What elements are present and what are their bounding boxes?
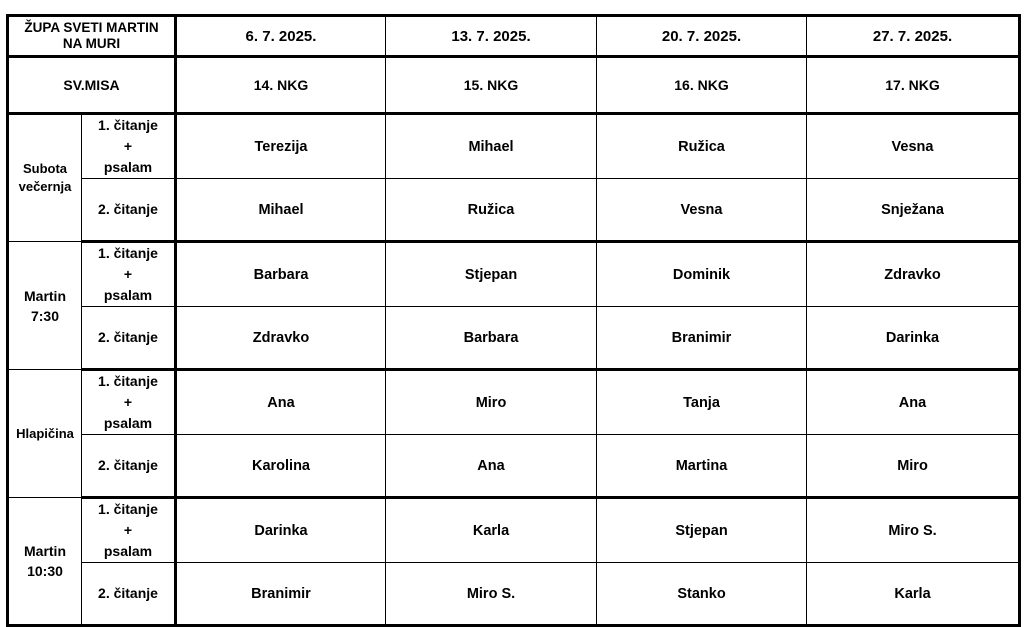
first-reading-line1: 1. čitanje <box>98 501 158 517</box>
week-label: 14. NKG <box>176 57 386 114</box>
first-reading-label <box>82 370 176 435</box>
reader-name: Miro <box>807 435 1020 498</box>
reader-name: Ružica <box>597 114 807 179</box>
reader-name: Darinka <box>176 498 386 563</box>
mass-group-label <box>8 498 82 626</box>
first-reading-line2: + <box>123 266 133 282</box>
first-reading-line1: 1. čitanje <box>98 373 158 389</box>
first-reading-line3: psalam <box>103 543 153 559</box>
first-reading-line2: + <box>123 522 133 538</box>
reader-name: Zdravko <box>176 307 386 370</box>
first-reading-line3: psalam <box>103 415 153 431</box>
parish-name <box>8 16 176 57</box>
second-reading-row <box>8 563 1020 626</box>
mass-group-label-line2: večernja <box>18 179 72 194</box>
mass-label: SV.MISA <box>8 57 176 114</box>
reader-name: Terezija <box>176 114 386 179</box>
first-reading-line2: + <box>123 394 133 410</box>
first-reading-label <box>82 114 176 179</box>
mass-group-label-line2: 7:30 <box>30 307 60 324</box>
reader-name: Ana <box>807 370 1020 435</box>
second-reading-label: 2. čitanje <box>82 563 176 626</box>
date-header: 27. 7. 2025. <box>807 16 1020 57</box>
reader-name: Ana <box>386 435 597 498</box>
date-header: 6. 7. 2025. <box>176 16 386 57</box>
first-reading-row <box>8 114 1020 179</box>
mass-group-label-line1: Martin <box>24 287 66 304</box>
subheader-row <box>8 57 1020 114</box>
reader-name: Vesna <box>597 179 807 242</box>
mass-group-label <box>8 114 82 242</box>
reader-name: Ružica <box>386 179 597 242</box>
reader-name: Ana <box>176 370 386 435</box>
first-reading-label <box>82 498 176 563</box>
reader-name: Martina <box>597 435 807 498</box>
reader-name: Miro S. <box>807 498 1020 563</box>
date-header: 20. 7. 2025. <box>597 16 807 57</box>
second-reading-row <box>8 307 1020 370</box>
reader-name: Stanko <box>597 563 807 626</box>
week-label: 15. NKG <box>386 57 597 114</box>
first-reading-line1: 1. čitanje <box>98 117 158 133</box>
reader-name: Branimir <box>176 563 386 626</box>
second-reading-label: 2. čitanje <box>82 435 176 498</box>
reader-name: Mihael <box>386 114 597 179</box>
reader-name: Miro <box>386 370 597 435</box>
reader-name: Barbara <box>386 307 597 370</box>
week-label: 17. NKG <box>807 57 1020 114</box>
second-reading-label: 2. čitanje <box>82 307 176 370</box>
first-reading-line3: psalam <box>103 287 153 303</box>
reader-name: Branimir <box>597 307 807 370</box>
date-header: 13. 7. 2025. <box>386 16 597 57</box>
mass-group-label-line1: Subota <box>22 161 68 176</box>
parish-name-line1: ŽUPA SVETI MARTIN <box>24 20 159 35</box>
reader-name: Darinka <box>807 307 1020 370</box>
first-reading-line2: + <box>123 138 133 154</box>
reader-name: Zdravko <box>807 242 1020 307</box>
reader-name: Miro S. <box>386 563 597 626</box>
reader-name: Dominik <box>597 242 807 307</box>
mass-group-label-line2: 10:30 <box>27 563 63 579</box>
reader-name: Vesna <box>807 114 1020 179</box>
first-reading-line1: 1. čitanje <box>98 245 158 261</box>
reader-name: Tanja <box>597 370 807 435</box>
parish-name-line2: NA MURI <box>62 36 121 51</box>
second-reading-row <box>8 435 1020 498</box>
reader-name: Karla <box>807 563 1020 626</box>
mass-group-label-line1: Hlapičina <box>16 425 74 441</box>
first-reading-line3: psalam <box>103 159 153 175</box>
first-reading-label <box>82 242 176 307</box>
reader-name: Stjepan <box>386 242 597 307</box>
second-reading-label: 2. čitanje <box>82 179 176 242</box>
reader-name: Snježana <box>807 179 1020 242</box>
mass-group-label-line1: Martin <box>24 543 66 559</box>
first-reading-row <box>8 370 1020 435</box>
reader-name: Mihael <box>176 179 386 242</box>
mass-group-label <box>8 242 82 370</box>
first-reading-row <box>8 242 1020 307</box>
reader-name: Karolina <box>176 435 386 498</box>
second-reading-row <box>8 179 1020 242</box>
first-reading-row <box>8 498 1020 563</box>
reader-name: Stjepan <box>597 498 807 563</box>
header-row <box>8 16 1020 57</box>
mass-group-label <box>8 370 82 498</box>
reader-name: Barbara <box>176 242 386 307</box>
week-label: 16. NKG <box>597 57 807 114</box>
reader-name: Karla <box>386 498 597 563</box>
reader-schedule-table <box>6 14 1021 627</box>
